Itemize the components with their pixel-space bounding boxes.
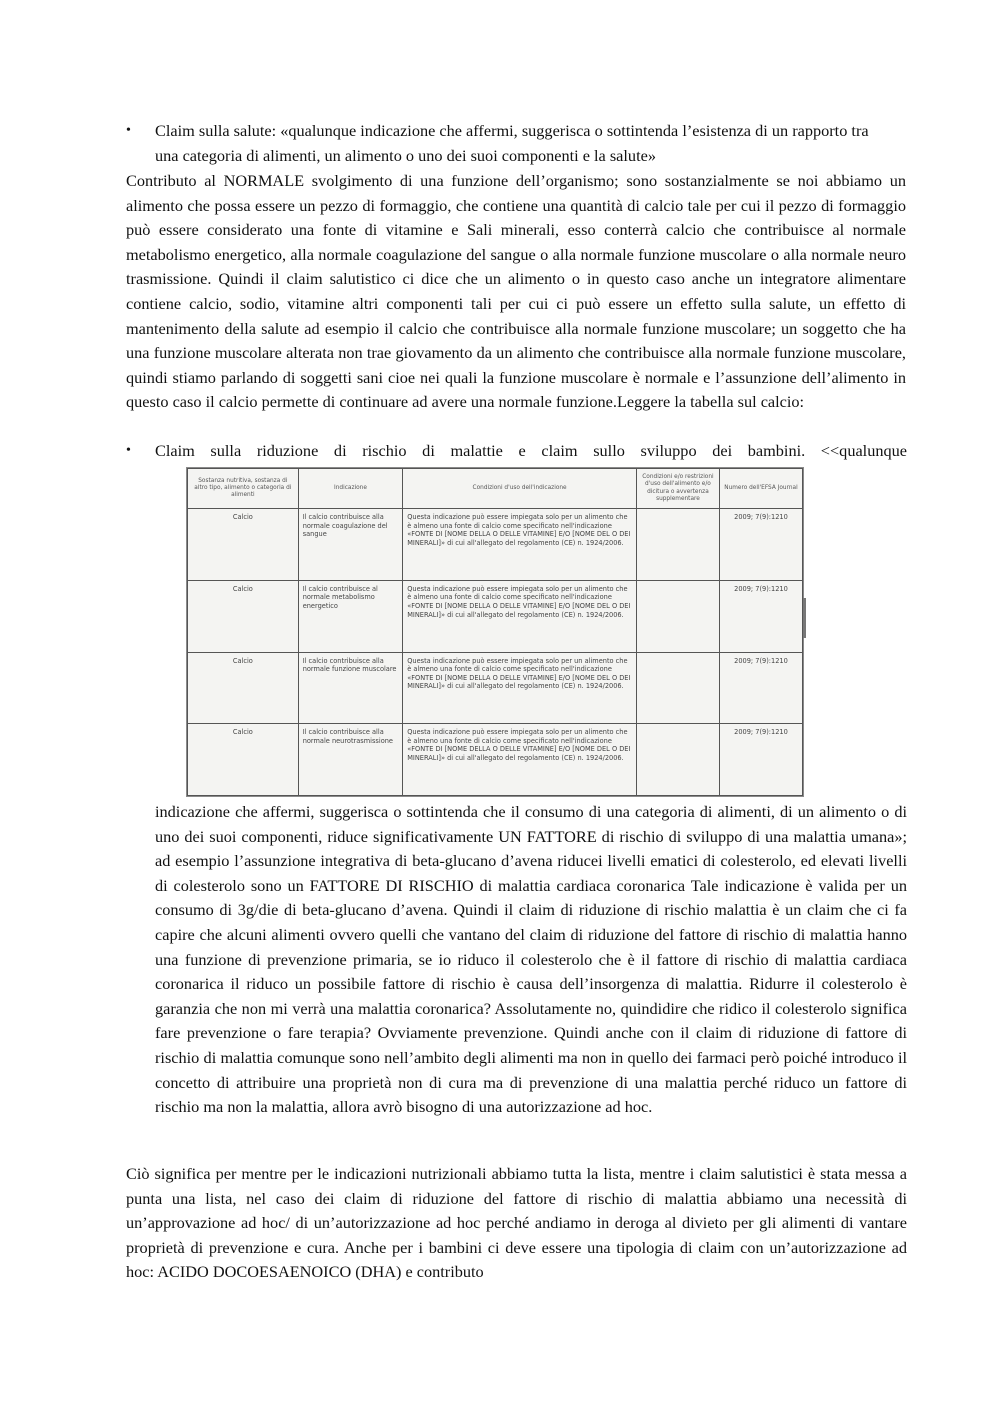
health-claim-bullet bbox=[155, 119, 875, 168]
cell-conditions: Questa indicazione può essere impiegata solo per un alimento che è almeno una fonte di calcio come specificato nell'indicazione «FONTE DI [NOME DELLA O DELLE VITAMINE] E/O [NOME DEL O DEI MINERALI]» di cui all'allegato del regolamento (CE) n. 1924/2006. bbox=[403, 509, 637, 581]
paragraph-text: Contributo al NORMALE svolgimento di una funzione dell’organismo; sono sostanzialmente se noi abbiamo un alimento che possa essere un pezzo di formaggio, che contiene una quantità di calcio tale per cui il pezzo di formaggio può essere considerato una fonte di vitamine e Sali minerali, esso conterrà calcio che contribuisce al normale metabolismo energetico, alla normale coagulazione del sangue o alla normale funzione muscolare o alla normale neuro trasmissione. Quindi il claim salutistico ci dice che un alimento o in questo caso anche un integratore alimentare contiene calcio, sodio, vitamine altri componenti tali per cui ci può essere un effetto sulla salute, un effetto di mantenimento della salute ad esempio il calcio che contribuisce alla normale funzione muscolare; un soggetto che ha una funzione muscolare alterata non trae giovamento da un alimento che contribuisce alla normale funzione muscolare, quindi stiamo parlando di soggetti sani cioe nei quali la funzione muscolare è normale e l’assunzione dell’alimento in questo caso il calcio permette di continuare ad avere una normale funzione.Leggere la tabella sul calcio: bbox=[126, 171, 906, 412]
paragraph-authorization bbox=[126, 1162, 907, 1285]
paragraph-normal-function bbox=[126, 169, 906, 415]
bullet-text: Claim sulla riduzione di rischio di malattie e claim sullo sviluppo dei bambini. <<qualunque bbox=[155, 441, 907, 460]
table-row bbox=[188, 724, 803, 796]
cell-efsa-ref: 2009; 7(9):1210 bbox=[719, 652, 802, 724]
header-efsa-ref: Numero dell'EFSA Journal bbox=[719, 469, 802, 509]
cell-claim: Il calcio contribuisce alla normale neurotrasmissione bbox=[298, 724, 403, 796]
cell-claim: Il calcio contribuisce alla normale funzione muscolare bbox=[298, 652, 403, 724]
bullet-text: Claim sulla salute: «qualunque indicazione che affermi, suggerisca o sottintenda l’esistenza di un rapporto tra una categoria di alimenti, un alimento o uno dei suoi componenti e la salute» bbox=[155, 121, 869, 165]
cell-efsa-ref: 2009; 7(9):1210 bbox=[719, 580, 802, 652]
header-substance: Sostanza nutritiva, sostanza di altro tipo, alimento o categoria di alimenti bbox=[188, 469, 299, 509]
calcium-claims-table bbox=[187, 468, 803, 796]
cell-substance: Calcio bbox=[188, 724, 299, 796]
bullet-marker: • bbox=[126, 443, 131, 458]
table-row bbox=[188, 580, 803, 652]
table-row bbox=[188, 509, 803, 581]
cell-restrictions bbox=[636, 652, 719, 724]
table-header-row bbox=[188, 469, 803, 509]
paragraph-text: Ciò significa per mentre per le indicazioni nutrizionali abbiamo tutta la lista, mentre i claim salutistici è stata messa a punta una lista, nel caso dei claim di riduzione del fattore di rischio di malattia abbiamo una necessità di un’approvazione ad hoc/ di un’autorizzazione ad hoc perché andiamo in deroga al divieto per gli alimenti di vantare proprietà di prevenzione e cura. Anche per i bambini ci deve essere una tipologia di claim con un’autorizzazione ad hoc: ACIDO DOCOESAENOICO (DHA) e contributo bbox=[126, 1164, 907, 1282]
cell-claim: Il calcio contribuisce al normale metabolismo energetico bbox=[298, 580, 403, 652]
cell-restrictions bbox=[636, 580, 719, 652]
cell-conditions: Questa indicazione può essere impiegata solo per un alimento che è almeno una fonte di calcio come specificato nell'indicazione «FONTE DI [NOME DELLA O DELLE VITAMINE] E/O [NOME DEL O DEI MINERALI]» di cui all'allegato del regolamento (CE) n. 1924/2006. bbox=[403, 580, 637, 652]
cell-restrictions bbox=[636, 509, 719, 581]
cell-efsa-ref: 2009; 7(9):1210 bbox=[719, 509, 802, 581]
cell-substance: Calcio bbox=[188, 580, 299, 652]
cell-substance: Calcio bbox=[188, 652, 299, 724]
scan-scrollbar-mark bbox=[803, 598, 806, 638]
header-restrictions: Condizioni e/o restrizioni d'uso dell'alimento e/o dicitura o avvertenza supplementare bbox=[636, 469, 719, 509]
bullet-marker: • bbox=[126, 123, 131, 138]
cell-claim: Il calcio contribuisce alla normale coagulazione del sangue bbox=[298, 509, 403, 581]
cell-conditions: Questa indicazione può essere impiegata solo per un alimento che è almeno una fonte di calcio come specificato nell'indicazione «FONTE DI [NOME DELLA O DELLE VITAMINE] E/O [NOME DEL O DEI MINERALI]» di cui all'allegato del regolamento (CE) n. 1924/2006. bbox=[403, 724, 637, 796]
calcium-claims-table-image bbox=[186, 467, 804, 797]
cell-efsa-ref: 2009; 7(9):1210 bbox=[719, 724, 802, 796]
paragraph-risk-reduction bbox=[155, 800, 907, 1120]
header-conditions: Condizioni d'uso dell'indicazione bbox=[403, 469, 637, 509]
risk-reduction-bullet bbox=[155, 439, 907, 464]
cell-conditions: Questa indicazione può essere impiegata solo per un alimento che è almeno una fonte di calcio come specificato nell'indicazione «FONTE DI [NOME DELLA O DELLE VITAMINE] E/O [NOME DEL O DEI MINERALI]» di cui all'allegato del regolamento (CE) n. 1924/2006. bbox=[403, 652, 637, 724]
header-claim: Indicazione bbox=[298, 469, 403, 509]
table-row bbox=[188, 652, 803, 724]
cell-restrictions bbox=[636, 724, 719, 796]
cell-substance: Calcio bbox=[188, 509, 299, 581]
paragraph-text: indicazione che affermi, suggerisca o sottintenda che il consumo di una categoria di alimenti, di un alimento o di uno dei suoi componenti, riduce significativamente UN FATTORE di rischio di sviluppo di una malattia umana»; ad esempio l’assunzione integrativa di beta-glucano d’avena riducei livelli ematici di colesterolo, ed elevati livelli di colesterolo sono un FATTORE DI RISCHIO di malattia cardiaca coronarica Tale indicazione è valida per un consumo di 3g/die di beta-glucano d’avena. Quindi il claim di riduzione di rischio malattia è un claim che ci fa capire che alcuni alimenti ovvero quelli che vantano del claim di riduzione del fattore di rischio di malattia hanno una funzione di prevenzione primaria, se io riduco il colesterolo che è il fattore di rischio di malattia cardiaca coronarica il riduco un possibile fattore di rischio è causa dell’insorgenza di malattia. Ridurre il colesterolo è garanzia che non mi verrà una malattia coronarica? Assolutamente no, quindidire che ridico il colesterolo significa fare prevenzione o fare terapia? Ovviamente prevenzione. Quindi anche con il claim di riduzione di fattore di rischio di malattia comunque sono nell’ambito degli alimenti ma non in quello dei farmaci però poiché introduco il concetto di attribuire una proprietà non di cura ma di prevenzione di una malattia perché riduco un fattore di rischio ma non la malattia, allora avrò bisogno di una autorizzazione ad hoc. bbox=[155, 802, 907, 1117]
